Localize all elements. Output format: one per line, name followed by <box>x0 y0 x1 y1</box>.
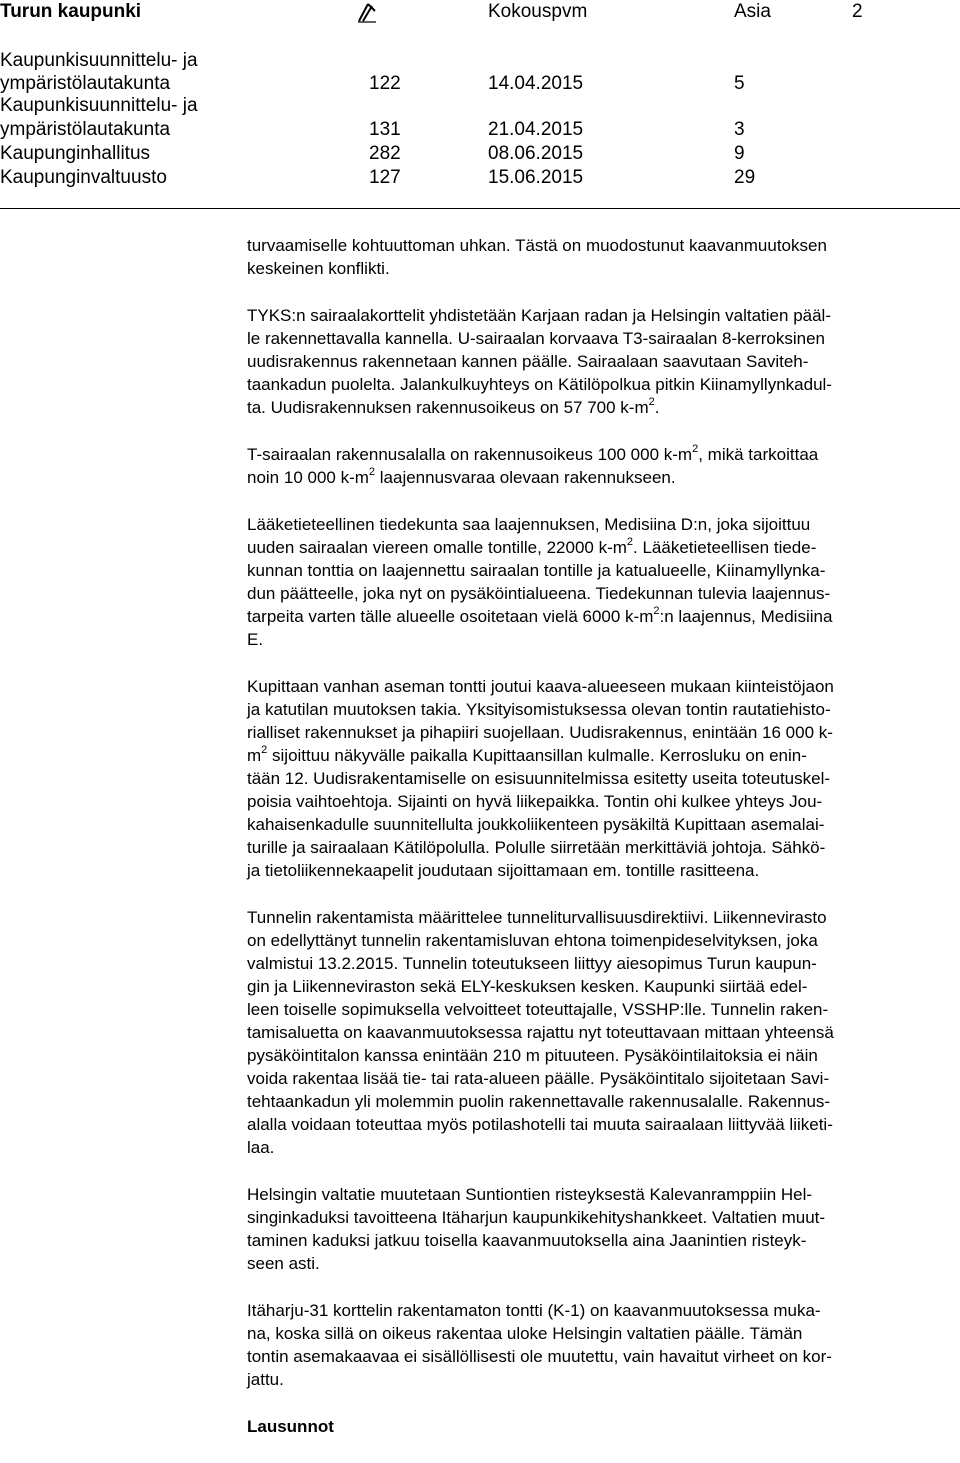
meeting-body-line: Kaupunginvaltuusto <box>0 167 167 188</box>
organization-name: Turun kaupunki <box>0 1 142 22</box>
text-line: $m^2$ sijoittuu näkyvälle paikalla Kupittaansillan kulmalle. Kerrosluku on enin- <box>247 744 807 765</box>
document-body <box>247 234 960 1438</box>
text-line: ja katutilan muutoksen takia. Yksityisomistuksessa olevan tontin rautatiehisto- <box>247 700 831 719</box>
body-paragraph <box>247 1183 960 1275</box>
meeting-body-line: Kaupunginhallitus <box>0 143 151 164</box>
meeting-item: 29 <box>734 167 756 188</box>
text-line: valmistui 13.2.2015. Tunnelin toteutukseen liittyy aiesopimus Turun kaupun- <box>247 954 817 973</box>
text-line: Lääketieteellinen tiedekunta saa laajennuksen, Medisiina D:n, joka sijoittuu <box>247 515 811 534</box>
text-line: Itäharju-31 korttelin rakentamaton tontti (K-1) on kaavanmuutoksessa muka- <box>247 1301 821 1320</box>
text-line: T-sairaalan rakennusalalla on rakennusoikeus 100 000 $k-m^2$, mikä tarkoittaa <box>247 443 819 464</box>
text-line: uuden sairaalan viereen omalle tontille, 22000 $k-m^2$. Lääketieteellisen tiede- <box>247 536 817 557</box>
text-line: gin ja Liikenneviraston sekä ELY-keskuksen kesken. Kaupunki siirtää edel- <box>247 977 808 996</box>
text-line: E. <box>247 630 264 649</box>
meeting-date: 21.04.2015 <box>488 119 584 140</box>
text-line: tarpeita varten tälle alueelle osoitetaan vielä 6000 $k-m^2:n$ laajennus, Medisiina <box>247 605 833 626</box>
text-line: Helsingin valtatie muutetaan Suntiontien risteyksestä Kalevanramppiin Hel- <box>247 1185 813 1204</box>
meeting-row <box>0 50 960 96</box>
meeting-date: 15.06.2015 <box>488 167 584 188</box>
body-paragraph <box>247 304 960 419</box>
text-line: ja tietoliikennekaapelit joudutaan sijoittamaan em. tontille rasitteena. <box>247 861 760 880</box>
turku-crest-icon <box>356 2 378 24</box>
text-line: keskeinen konflikti. <box>247 259 390 278</box>
meeting-date: 14.04.2015 <box>488 73 584 94</box>
text-line: pysäköintitalon kanssa enintään 210 m pituuteen. Pysäköintilaitoksia ei näin <box>247 1046 818 1065</box>
text-line: on edellyttänyt tunnelin rakentamisluvan ehtona toimenpideselvityksen, joka <box>247 931 818 950</box>
meeting-item: 5 <box>734 73 745 94</box>
text-line: jattu. <box>247 1370 284 1389</box>
body-paragraph <box>247 1299 960 1391</box>
body-paragraph <box>247 513 960 651</box>
body-paragraph <box>247 675 960 882</box>
meeting-row <box>0 167 960 190</box>
header-divider <box>0 208 960 209</box>
text-line: turille ja sairaalaan Kätilöpolulla. Polulle siirretään merkittäviä johtoja. Sähkö- <box>247 838 826 857</box>
text-line: tään 12. Uudisrakentamiselle on esisuunnitelmissa esitetty useita toteutuskel- <box>247 769 831 788</box>
text-line: tehtaankadun yli molemmin puolin rakennettavalle rakennusalalle. Rakennus- <box>247 1092 831 1111</box>
text-line: seen asti. <box>247 1254 320 1273</box>
text-line: taminen kaduksi jatkuu toisella kaavanmuutoksella aina Jaanintien risteyk- <box>247 1231 807 1250</box>
body-paragraph <box>247 234 960 280</box>
text-line: uudisrakennus rakennetaan kannen päälle. Sairaalaan saavutaan Saviteh- <box>247 352 809 371</box>
meeting-row <box>0 95 960 141</box>
meeting-date: 08.06.2015 <box>488 143 584 164</box>
meeting-number: 122 <box>369 73 401 94</box>
meeting-item: 3 <box>734 119 745 140</box>
text-line: tontin asemakaavaa ei sisällöllisesti ole muutettu, vain havaitut virheet on kor- <box>247 1347 832 1366</box>
text-line: TYKS:n sairaalakorttelit yhdistetään Karjaan radan ja Helsingin valtatien pääl- <box>247 306 831 325</box>
text-line: ta. Uudisrakennuksen rakennusoikeus on 57 700 $k-m^2$. <box>247 396 660 417</box>
meeting-item: 9 <box>734 143 745 164</box>
text-line: taankadun puolelta. Jalankulkuyhteys on Kätilöpolkua pitkin Kiinamyllynkadul- <box>247 375 832 394</box>
text-line: dun päätteelle, joka nyt on pysäköintialueena. Tiedekunnan tulevia laajennus- <box>247 584 831 603</box>
meeting-body-line: ympäristölautakunta <box>0 73 171 94</box>
page-number: 2 <box>852 1 863 22</box>
meeting-row <box>0 143 960 166</box>
text-line: poisia vaihtoehtoja. Sijainti on hyvä liikepaikka. Tontin ohi kulkee yhteys Jou- <box>247 792 823 811</box>
text-line: leen toiselle sopimuksella velvoitteet toteuttajalle, VSSHP:lle. Tunnelin raken- <box>247 1000 829 1019</box>
meeting-number: 127 <box>369 167 401 188</box>
body-paragraph <box>247 906 960 1159</box>
text-line: singinkaduksi tavoitteena Itäharjun kaupunkikehityshankkeet. Valtatien muut- <box>247 1208 826 1227</box>
section-heading: Lausunnot <box>247 1417 334 1436</box>
text-line: laa. <box>247 1138 275 1157</box>
text-line: noin 10 000 $k-m^2$ laajennusvaraa olevaan rakennukseen. <box>247 466 676 487</box>
meeting-number: 131 <box>369 119 401 140</box>
meeting-date-label: Kokouspvm <box>488 1 588 22</box>
text-line: voida rakentaa lisää tie- tai rata-alueen päälle. Pysäköintitalo sijoitetaan Savi- <box>247 1069 830 1088</box>
meeting-body-line: ympäristölautakunta <box>0 119 171 140</box>
meeting-body-line: Kaupunkisuunnittelu- ja <box>0 95 198 116</box>
meeting-body-line: Kaupunkisuunnittelu- ja <box>0 50 198 71</box>
text-line: alalla voidaan toteuttaa myös potilashotelli tai muuta sairaalaan liittyvää liiketi- <box>247 1115 833 1134</box>
meeting-number: 282 <box>369 143 401 164</box>
text-line: kahaisenkadulle suunnitellulta joukkoliikenteen pysäkiltä Kupittaan asemalai- <box>247 815 825 834</box>
text-line: tamisaluetta on kaavanmuutoksessa rajattu nyt toteuttavaan mittaan yhteensä <box>247 1023 834 1042</box>
text-line: turvaamiselle kohtuuttoman uhkan. Tästä on muodostunut kaavanmuutoksen <box>247 236 827 255</box>
item-label: Asia <box>734 1 771 22</box>
text-line: kunnan tonttia on laajennettu sairaalan tontille ja katualueelle, Kiinamyllynka- <box>247 561 826 580</box>
text-line: Kupittaan vanhan aseman tontti joutui kaava-alueeseen mukaan kiinteistöjaon <box>247 677 834 696</box>
text-line: na, koska sillä on oikeus rakentaa uloke Helsingin valtatien päälle. Tämän <box>247 1324 803 1343</box>
text-line: Tunnelin rakentamista määrittelee tunneliturvallisuusdirektiivi. Liikennevirasto <box>247 908 827 927</box>
text-line: le rakennettavalla kannella. U-sairaalan korvaava T3-sairaalan 8-kerroksinen <box>247 329 825 348</box>
body-paragraph <box>247 443 960 489</box>
text-line: rialliset rakennukset ja pihapiiri suojellaan. Uudisrakennus, enintään 16 000 k- <box>247 723 833 742</box>
document-header <box>0 1 960 25</box>
